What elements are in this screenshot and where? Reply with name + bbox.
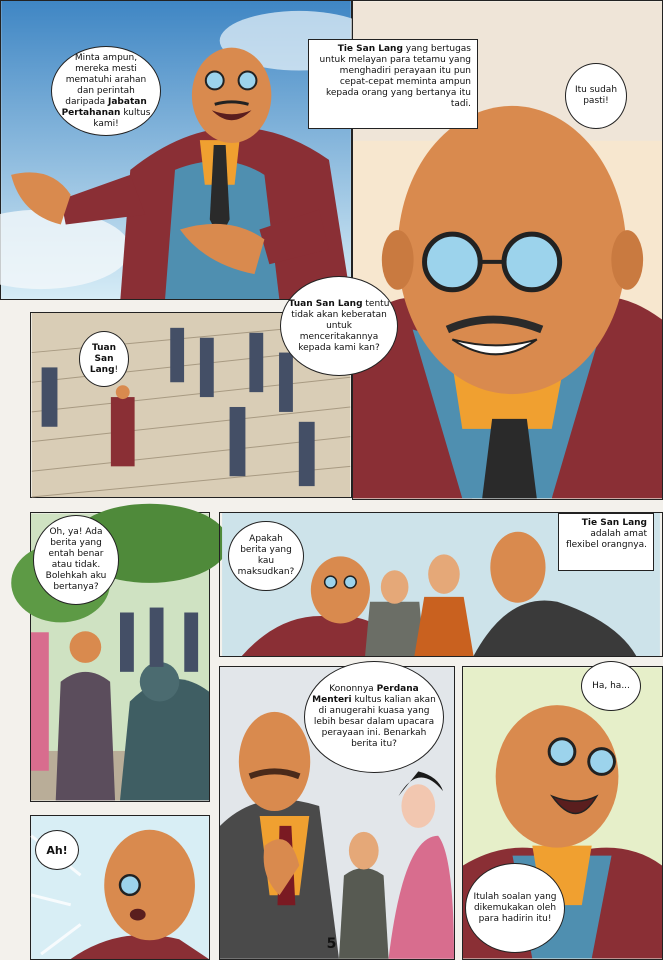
panel-6-bubble-text-end: kultus kalian akan di anugerahi kuasa yang lebih besar dalam upacara perayaan ini. Benarkah berita itu? — [313, 695, 436, 749]
panel-7 — [462, 666, 663, 960]
panel-1 — [0, 0, 352, 300]
panel-2-bubble-text: Itu sudah pasti! — [574, 85, 618, 106]
panel-1-speech-bubble — [51, 46, 161, 136]
panel-2-caption-bold: Tie San Lang — [337, 44, 403, 54]
panel-1-bubble-text: Minta ampun, mereka mesti mematuhi arahan dan perintah daripada — [65, 52, 147, 107]
panel-3-small-bubble-text: ! — [114, 364, 119, 375]
panel-6 — [219, 666, 455, 960]
panel-2-caption-text: yang bertugas untuk melayan para tetamu yang menghadiri perayaan itu pun cepat-cepat meminta ampun kepada orang yang bertanya itu tadi. — [319, 44, 471, 109]
panel-4 — [30, 512, 210, 802]
panel-3-small-speech-bubble — [79, 331, 129, 387]
panel-2-caption — [308, 39, 478, 129]
panel-5-caption-bold: Tie San Lang — [581, 518, 647, 528]
panel-5-caption-text: adalah amat flexibel orangnya. — [565, 529, 647, 550]
panel-5 — [219, 512, 663, 657]
panel-4-speech-bubble — [33, 515, 119, 605]
panel-7-bubble-top-text: Ha, ha... — [592, 680, 630, 691]
panel-5-speech-bubble — [228, 521, 304, 591]
panel-1-bubble-bold: Jabatan Pertahanan — [61, 96, 147, 118]
panel-3-bubble-text: tentu tidak akan keberatan untuk menceritakannya kepada kami kan? — [291, 298, 390, 353]
panel-8-speech-bubble — [35, 830, 79, 870]
panel-7-speech-bubble-top — [581, 661, 641, 711]
panel-4-bubble-text: Oh, ya! Ada berita yang entah benar atau tidak. Bolehkah aku bertanya? — [45, 527, 107, 592]
panel-1-bubble-text-end: kultus kami! — [93, 107, 151, 129]
panel-8-bubble-text: Ah! — [46, 843, 68, 857]
panel-6-bubble-text: Kononnya — [329, 684, 377, 694]
panel-7-bubble-bottom-text: Itulah soalan yang dikemukakan oleh para hadirin itu! — [473, 891, 557, 924]
panel-6-bubble-bold: Perdana Menteri — [312, 684, 419, 705]
panel-3-small-bubble-bold: Tuan San Lang — [89, 342, 117, 375]
panel-6-speech-bubble — [304, 661, 444, 773]
panel-3-speech-bubble — [280, 276, 398, 376]
page-number: 5 — [326, 936, 337, 952]
panel-5-bubble-text: Apakah berita yang kau maksudkan? — [237, 534, 295, 577]
panel-3-bubble-bold: Tuan San Lang — [288, 298, 363, 309]
panel-1-art — [1, 1, 351, 299]
panel-2-speech-bubble — [565, 63, 627, 129]
panel-5-caption — [558, 513, 654, 571]
